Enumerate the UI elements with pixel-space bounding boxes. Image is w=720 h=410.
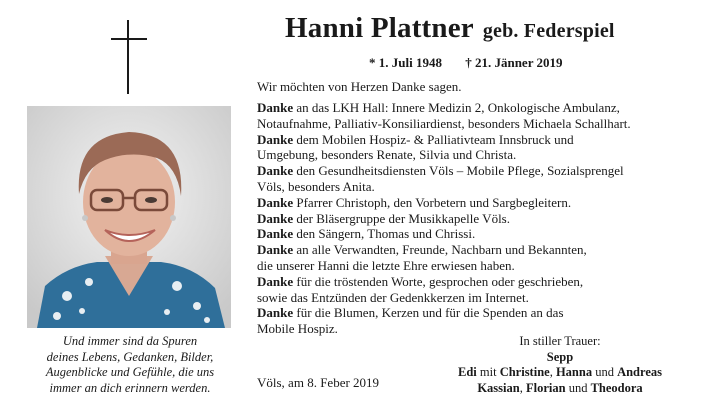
thanks-text: für die Blumen, Kerzen und für die Spenden an das bbox=[293, 305, 564, 321]
thanks-line bbox=[257, 195, 707, 211]
thanks-text: den Sängern, Thomas und Chrissi. bbox=[293, 226, 476, 242]
thanks-text: für die tröstenden Worte, gesprochen oder geschrieben, bbox=[293, 273, 584, 289]
thanks-list bbox=[257, 100, 707, 337]
caption-line: Und immer sind da Spuren bbox=[62, 334, 198, 348]
thanks-line bbox=[257, 147, 707, 163]
thanks-text: Pfarrer Christoph, den Vorbetern und Sargbegleitern. bbox=[293, 194, 572, 210]
caption-line: immer an dich erinnern werden. bbox=[49, 380, 211, 395]
mourner-line: Kassian, Florian und Theodora bbox=[477, 380, 643, 395]
thanks-line bbox=[257, 163, 707, 179]
birth-name: geb. Federspiel bbox=[482, 20, 615, 42]
thanks-line bbox=[257, 132, 707, 148]
thanks-text: dem Mobilen Hospiz- & Palliativteam Innsbruck und bbox=[293, 131, 574, 147]
mourning-heading: In stiller Trauer: bbox=[519, 334, 601, 348]
danke-keyword: Danke bbox=[257, 194, 294, 210]
life-dates bbox=[369, 55, 562, 71]
memorial-caption bbox=[24, 334, 236, 396]
thanks-text: Umgebung, besonders Renate, Silvia und Christa. bbox=[257, 147, 517, 163]
thanks-line bbox=[257, 258, 707, 274]
danke-keyword: Danke bbox=[257, 242, 294, 258]
portrait-photo bbox=[27, 106, 231, 328]
caption-line: deines Lebens, Gedanken, Bilder, bbox=[46, 349, 214, 364]
danke-keyword: Danke bbox=[257, 163, 294, 179]
mourner-line: Edi mit Christine, Hanna und Andreas bbox=[458, 365, 662, 379]
mourner-name: Sepp bbox=[546, 349, 574, 364]
thanks-text: der Bläsergruppe der Musikkapelle Völs. bbox=[293, 210, 510, 226]
place-and-date: Völs, am 8. Feber 2019 bbox=[257, 375, 380, 390]
danke-keyword: Danke bbox=[257, 305, 294, 321]
danke-keyword: Danke bbox=[257, 131, 294, 147]
thanks-line bbox=[257, 290, 707, 306]
mourning-signature bbox=[432, 334, 688, 396]
thanks-line bbox=[257, 226, 707, 242]
caption-line: Augenblicke und Gefühle, die uns bbox=[45, 365, 215, 379]
danke-keyword: Danke bbox=[257, 210, 294, 226]
cross-icon bbox=[111, 20, 147, 94]
thanks-line bbox=[257, 274, 707, 290]
thanks-line bbox=[257, 179, 707, 195]
thanks-line bbox=[257, 100, 707, 116]
thanks-line bbox=[257, 305, 707, 321]
danke-keyword: Danke bbox=[257, 273, 294, 289]
thanks-line bbox=[257, 116, 707, 132]
deceased-name-heading bbox=[285, 12, 615, 45]
thanks-line bbox=[257, 211, 707, 227]
thanks-text: Notaufnahme, Palliativ-Konsiliardienst, besonders Michaela Schallhart. bbox=[257, 115, 631, 131]
danke-keyword: Danke bbox=[257, 226, 294, 242]
danke-keyword: Danke bbox=[257, 100, 294, 115]
thanks-text: Völs, besonders Anita. bbox=[257, 178, 375, 194]
thanks-text: Mobile Hospiz. bbox=[257, 321, 338, 337]
intro-text: Wir möchten von Herzen Danke sagen. bbox=[257, 79, 462, 94]
thanks-text: sowie das Entzünden der Gedenkkerzen im Internet. bbox=[257, 289, 529, 305]
death-date: † 21. Jänner 2019 bbox=[465, 55, 563, 70]
deceased-name: Hanni Plattner bbox=[285, 12, 474, 44]
thanks-line bbox=[257, 242, 707, 258]
thanks-text: an das LKH Hall: Innere Medizin 2, Onkologische Ambulanz, bbox=[293, 100, 620, 115]
thanks-text: den Gesundheitsdiensten Völs – Mobile Pflege, Sozialsprengel bbox=[293, 163, 624, 179]
thanks-text: die unserer Hanni die letzte Ehre erwiesen haben. bbox=[257, 257, 515, 273]
birth-date: * 1. Juli 1948 bbox=[369, 55, 442, 70]
thanks-text: an alle Verwandten, Freunde, Nachbarn und Bekannten, bbox=[293, 242, 587, 258]
